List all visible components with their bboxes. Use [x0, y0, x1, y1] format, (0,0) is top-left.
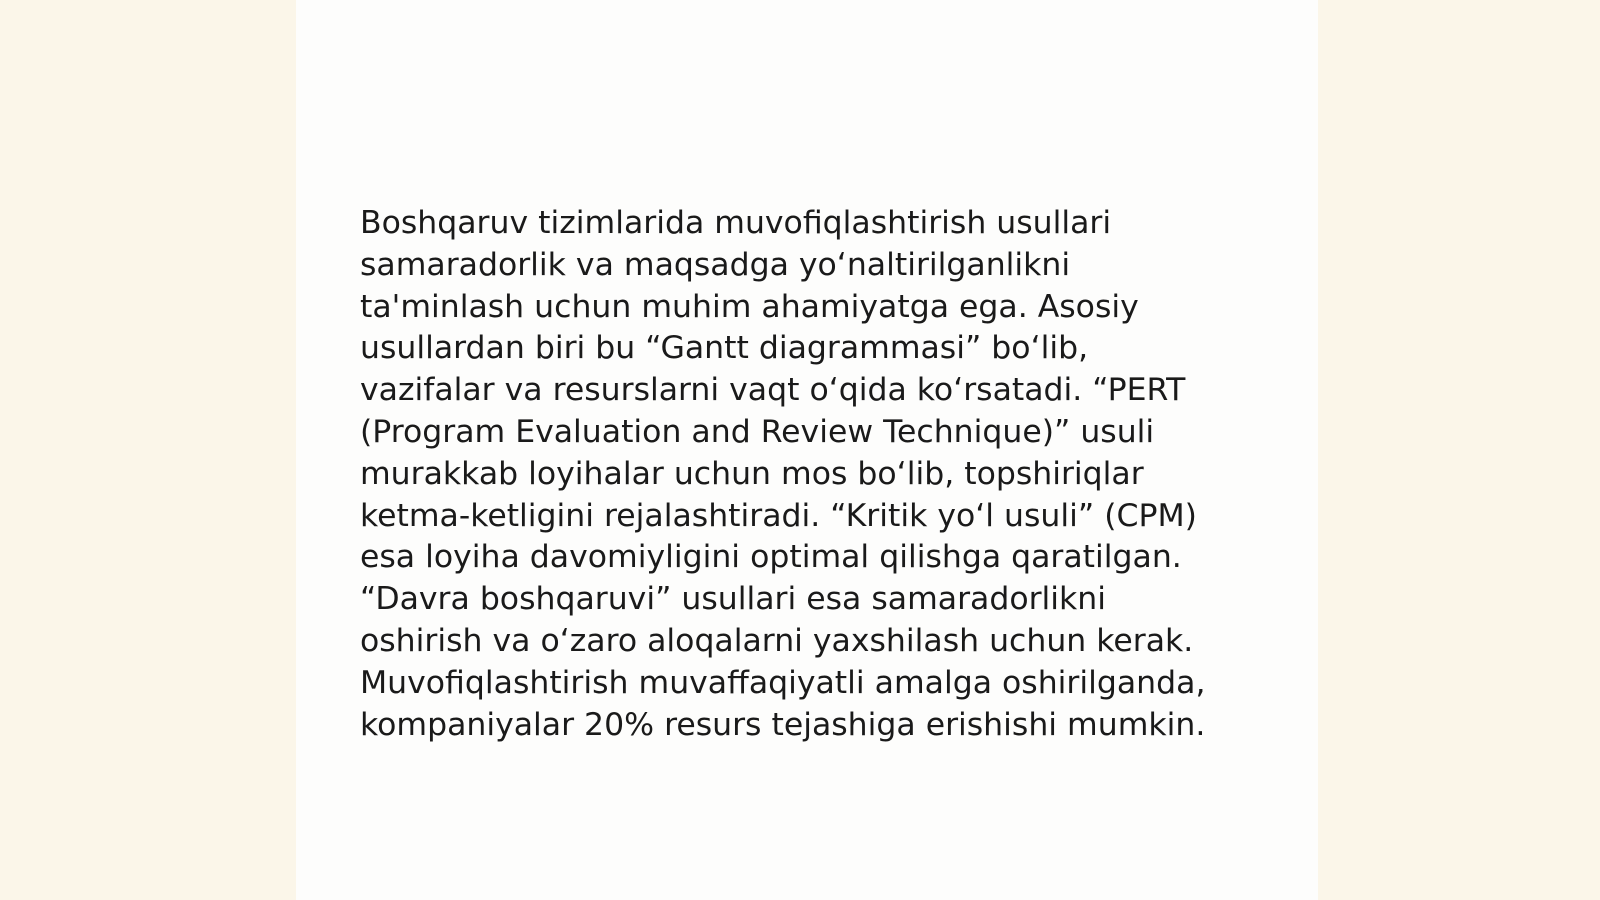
paragraph-line-4: usullardan biri bu “Gantt diagrammasi” bo‘lib,	[360, 330, 1089, 367]
paragraph-line-5: vazifalar va resurslarni vaqt o‘qida ko‘rsatadi. “PERT	[360, 372, 1186, 409]
body-paragraph	[360, 203, 1260, 746]
left-margin-background	[0, 0, 296, 900]
paragraph-line-2: samaradorlik va maqsadga yo‘naltirilganlikni	[360, 246, 1071, 283]
document-page	[296, 0, 1318, 900]
paragraph-line-8: ketma-ketligini rejalashtiradi. “Kritik yo‘l usuli” (CPM)	[360, 497, 1197, 534]
paragraph-line-6: (Program Evaluation and Review Technique)” usuli	[360, 413, 1155, 450]
paragraph-line-3: ta'minlash uchun muhim ahamiyatga ega. Asosiy	[360, 288, 1139, 325]
paragraph-line-10: “Davra boshqaruvi” usullari esa samaradorlikni	[360, 581, 1107, 618]
paragraph-line-12: Muvofiqlashtirish muvaffaqiyatli amalga oshirilganda,	[360, 664, 1206, 701]
right-margin-background	[1318, 0, 1600, 900]
paragraph-line-7: murakkab loyihalar uchun mos bo‘lib, topshiriqlar	[360, 455, 1144, 492]
paragraph-line-1: Boshqaruv tizimlarida muvofiqlashtirish usullari	[360, 205, 1112, 241]
paragraph-line-9: esa loyiha davomiyligini optimal qilishga qaratilgan.	[360, 539, 1182, 576]
paragraph-line-13: kompaniyalar 20% resurs tejashiga erishishi mumkin.	[360, 706, 1206, 743]
paragraph-line-11: oshirish va o‘zaro aloqalarni yaxshilash uchun kerak.	[360, 622, 1194, 659]
